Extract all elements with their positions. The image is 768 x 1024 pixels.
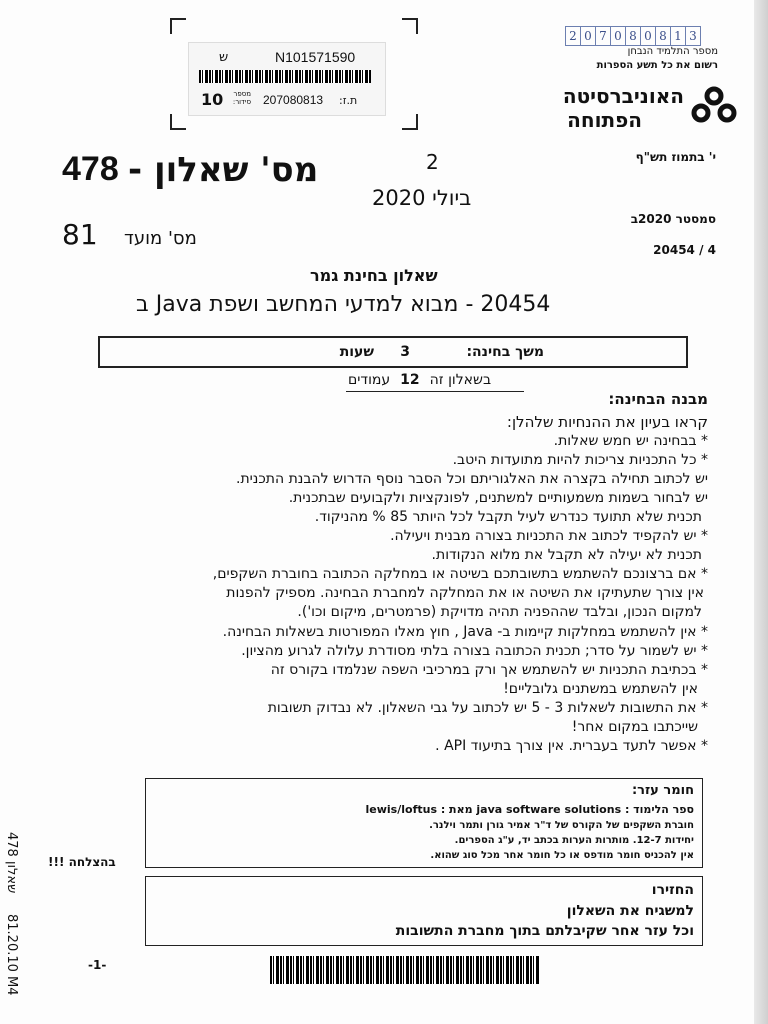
aids-line: ספר הלימוד : java software solutions מאת : lewis/loftus (365, 803, 694, 816)
instruction-line: * יש לשמור על סדר; תכנית הכתובה בצורה בלתי מסודרת עלולה לגרוע מהציון. (241, 643, 708, 659)
sticker-barcode (199, 70, 371, 83)
instruction-line: תכנית לא יעילה לא תקבל את מלוא הנקודות. (431, 547, 702, 563)
sticker-code: N101571590 (275, 49, 356, 65)
aids-line: יחידות 12-7. מותרות הערות בכתב יד, ע"ג הספרים. (454, 835, 694, 846)
duration-unit: שעות (339, 344, 374, 360)
instruction-line: קראו בעיון את ההנחיות שלהלן: (506, 413, 708, 431)
exam-sticker (188, 42, 386, 116)
pages-unit: עמודים (348, 372, 391, 388)
scan-edge (754, 0, 768, 1024)
good-luck: בהצלחה !!! (48, 855, 116, 869)
id-digit: 2 (565, 26, 581, 46)
structure-heading: מבנה הבחינה: (608, 390, 708, 408)
crop-mark (402, 114, 418, 130)
questionnaire-label: מס' שאלון - (128, 150, 319, 190)
return-heading: החזירו (651, 882, 694, 898)
duration-label: משך בחינה: (466, 344, 544, 360)
aids-box (145, 778, 703, 868)
return-box (145, 876, 703, 946)
id-digit: 0 (641, 26, 656, 46)
instruction-line: אין צורך שתעתיקו את השיטה או את המחלקה למחברת הבחינה. מספיק להפנות (226, 585, 704, 601)
pages-prefix: בשאלון זה (429, 372, 492, 388)
instruction-line: * בכתיבת התכניות יש להשתמש אך ורק במרכיבי השפה שנלמדו בקורס זה (270, 662, 708, 678)
sticker-id-label: ת.ז: (339, 94, 358, 107)
aids-heading: חומר עזר: (631, 783, 694, 798)
id-digit: 8 (656, 26, 671, 46)
page-number: -1- (88, 958, 107, 972)
instruction-line: יש לכתוב תחילה בקצרה את האלגוריתם וכל הסבר נוסף הדרוש להבנת התכנית. (236, 471, 708, 487)
university-name-line2: הפתוחה (567, 108, 642, 132)
crop-mark (170, 18, 186, 34)
course-part: 20454 / 4 (653, 243, 716, 257)
exam-title: 20454 - מבוא למדעי המחשב ושפת Java ב (136, 292, 551, 317)
instruction-line: * בבחינה יש חמש שאלות. (553, 433, 708, 449)
side-code-2: 81.20.10 M4 (4, 914, 19, 996)
questionnaire-number: 478 (62, 150, 119, 188)
return-line: למשגיח את השאלון (566, 903, 694, 919)
instruction-line: * אם ברצונכם להשתמש בתשובתכם בשיטה או במחלקה הכתובה בחוברת השקפים, (212, 566, 708, 582)
id-digit: 0 (581, 26, 596, 46)
instruction-line: יש לבחור בשמות משמעותיים למשתנים, לפונקציות ולקבועים שבתכנית. (288, 490, 708, 506)
instruction-line: תכנית שלא תתועד כנדרש לעיל תקבל לכל היותר 85 % מהניקוד. (314, 509, 702, 525)
return-line: וכל עזר אחר שקיבלתם בתוך מחברת התשובות (395, 923, 694, 939)
sticker-id: 207080813 (263, 93, 324, 107)
instruction-line: * אין להשתמש במחלקות קיימות ב- Java , חוץ מאלו המפורטות בשאלות הבחינה. (222, 624, 708, 640)
instruction-line: * את התשובות לשאלות 3 - 5 יש לכתוב על גבי השאלון. לא נבדוק תשובות (267, 700, 708, 716)
crop-mark (402, 18, 418, 34)
sticker-serial: 10 (201, 90, 224, 109)
student-id-label: מספר התלמיד הנבחן (627, 46, 718, 57)
id-digit: 8 (626, 26, 641, 46)
instruction-line: * יש להקפיד לכתוב את התכניות בצורה מבנית ויעילה. (390, 528, 708, 544)
id-digit: 1 (671, 26, 686, 46)
side-code: 478 שאלון (4, 832, 19, 894)
instruction-line: * אפשר לתעד בעברית. אין צורך בתיעוד API . (435, 738, 708, 754)
bottom-barcode (270, 956, 540, 984)
id-digit: 7 (596, 26, 611, 46)
sticker-serial-label: מספר סידור: (232, 90, 251, 106)
session-number: 81 (62, 218, 98, 251)
pages-value: 12 (400, 372, 420, 388)
instruction-line: למקום הנכון, ובלבד שההפניה תהיה מדויקת (פרמטרים, מיקום וכו'). (297, 604, 702, 620)
exam-version: 2 (426, 150, 439, 174)
id-digit: 0 (611, 26, 626, 46)
instruction-line: אין להשתמש במשתנים גלובליים! (503, 681, 698, 697)
duration-box (98, 336, 688, 368)
hebrew-date: י' בתמוז תש"ף (635, 150, 716, 164)
exam-date: ביולי 2020 (372, 186, 472, 210)
duration-value: 3 (400, 344, 410, 360)
semester: סמסטר 2020ב (630, 212, 716, 226)
instruction-line: שייכתבו במקום אחר! (571, 719, 698, 735)
aids-line: אין להכניס חומר מודפס או כל חומר אחר מכל סוג שהוא. (430, 850, 694, 861)
crop-mark (170, 114, 186, 130)
student-id-note: רשום את כל תשע הספרות (596, 60, 718, 71)
sticker-letter: ש (219, 50, 229, 65)
university-name-line1: האוניברסיטה (562, 84, 684, 108)
id-digit: 3 (686, 26, 701, 46)
exam-kind: שאלון בחינת גמר (310, 266, 438, 285)
aids-line: חוברת השקפים של הקורס של ד"ר אמיר גורן ותמר וילנר. (429, 820, 694, 831)
session-label: מס' מועד (124, 228, 197, 249)
student-id-boxes[interactable] (565, 26, 701, 46)
pages-underline (346, 391, 524, 392)
pages-count (348, 372, 491, 388)
instruction-line: * כל התכניות צריכות להיות מתועדות היטב. (452, 452, 708, 468)
university-logo-icon (690, 86, 738, 124)
